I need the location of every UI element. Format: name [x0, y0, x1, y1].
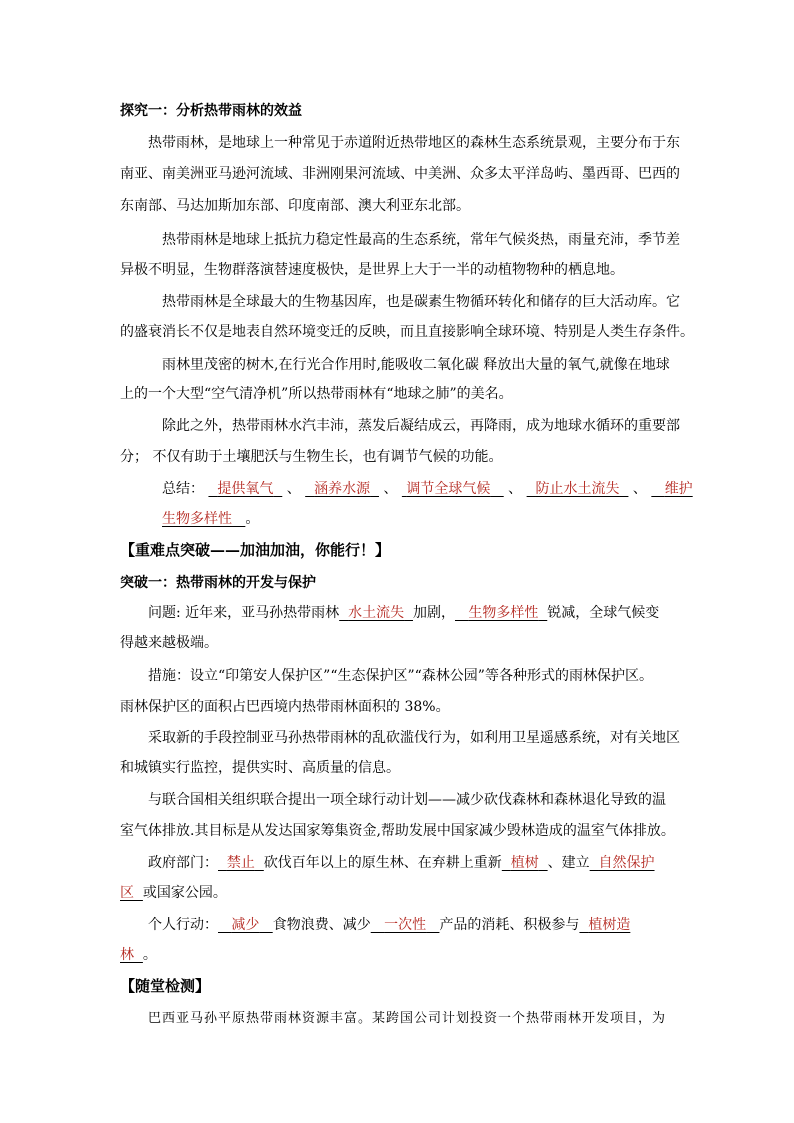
separator: 、 [508, 481, 523, 497]
paragraph-line: 雨林里茂密的树木,在行光合作用时,能吸收二氧化碳 释放出大量的氧气,就像在地球 [162, 357, 670, 373]
gov-label: 政府部门： [148, 855, 218, 871]
paragraph-line: 与联合国相关组织联合提出一项全球行动计划——减少砍伐森林和森林退化导致的温 [148, 792, 666, 808]
answer-blank: 调节全球气候 [406, 481, 491, 497]
government-line-2 [120, 883, 227, 903]
paragraph-line: 采取新的手段控制亚马孙热带雨林的乱砍滥伐行为，如利用卫星遥感系统，对有关地区 [148, 730, 680, 746]
answer-blank: 林 [120, 947, 134, 963]
section2-subtitle: 突破一：热带雨林的开发与保护 [120, 575, 316, 591]
answer-blank: 区 [120, 885, 134, 901]
paragraph-line: 除此之外，热带雨林水汽丰沛，蒸发后凝结成云，再降雨，成为地球水循环的重要部 [162, 418, 680, 434]
personal-line [148, 915, 630, 935]
paragraph-line: 室气体排放.其目标是从发达国家筹集资金,帮助发展中国家减少毁林造成的温室气体排放。 [120, 823, 675, 839]
answer-blank: 维护 [664, 481, 693, 497]
problem-label: 问题: 近年来，亚马孙热带雨林 [148, 605, 340, 621]
separator: 、 [286, 481, 301, 497]
answer-blank: 防止水土流失 [535, 481, 620, 497]
paragraph-line: 雨林保护区的面积占巴西境内热带雨林面积的 38%。 [120, 699, 450, 715]
answer-blank: 提供氧气 [217, 481, 274, 497]
summary-end: 。 [245, 511, 260, 527]
problem-text: 锐减，全球气候变 [547, 605, 660, 621]
paragraph-line: 的盛衰消长不仅是地表自然环境变迁的反映，而且直接影响全球环境、特别是人类生存条件。 [120, 324, 694, 340]
gov-text: 或国家公园。 [142, 885, 227, 901]
separator: 、 [632, 481, 647, 497]
paragraph-line: 东南部、马达加斯加东部、印度南部、澳大利亚东北部。 [120, 198, 470, 214]
section3-title: 【随堂检测】 [120, 977, 211, 995]
summary-line [162, 479, 693, 499]
answer-blank: 一次性 [384, 917, 427, 933]
personal-line-2 [120, 945, 157, 965]
answer-blank: 减少 [231, 917, 260, 933]
paragraph-line: 得越来越极端。 [120, 635, 218, 651]
paragraph-line: 热带雨林是全球最大的生物基因库，也是碳素生物循环转化和储存的巨大活动库。它 [162, 294, 680, 310]
paragraph-line: 分； 不仅有助于土壤肥沃与生物生长，也有调节气候的功能。 [120, 449, 503, 465]
answer-blank: 植树 [510, 855, 539, 871]
summary-label: 总结： [162, 481, 204, 497]
personal-label: 个人行动： [148, 917, 218, 933]
answer-blank: 自然保护 [598, 855, 655, 871]
answer-blank: 水土流失 [348, 605, 405, 621]
paragraph-line: 南亚、南美洲亚马逊河流域、非洲刚果河流域、中美洲、众多太平洋岛屿、墨西哥、巴西的 [120, 166, 680, 182]
answer-blank: 涵养水源 [314, 481, 371, 497]
gov-text: 、建立 [547, 855, 590, 871]
separator: 、 [383, 481, 398, 497]
paragraph-line: 和城镇实行监控，提供实时、高质量的信息。 [120, 760, 400, 776]
answer-blank: 植树造 [588, 917, 631, 933]
problem-text: 加剧， [412, 605, 455, 621]
personal-text: 食物浪费、减少 [272, 917, 371, 933]
paragraph-line: 巴西亚马孙平原热带雨林资源丰富。某跨国公司计划投资一个热带雨林开发项目，为 [148, 1011, 667, 1026]
paragraph-line: 异极不明显，生物群落演替速度极快，是世界上大于一半的动植物物种的栖息地。 [120, 262, 624, 278]
answer-blank: 生物多样性 [162, 511, 232, 527]
paragraph-line: 热带雨林，是地球上一种常见于赤道附近热带地区的森林生态系统景观，主要分布于东 [148, 135, 680, 151]
answer-blank: 生物多样性 [468, 605, 539, 621]
problem-line [148, 603, 659, 623]
gov-text: 砍伐百年以上的原生林、在弃耕上重新 [263, 855, 502, 871]
answer-blank: 禁止 [226, 855, 255, 871]
personal-end: 。 [142, 947, 157, 963]
paragraph-line: 措施：设立“印第安人保护区”“生态保护区”“森林公园”等各种形式的雨林保护区。 [148, 668, 653, 684]
government-line [148, 853, 655, 873]
section2-title: 【重难点突破——加油加油，你能行！】 [120, 541, 391, 559]
personal-text: 产品的消耗、积极参与 [439, 917, 580, 933]
summary-line-2 [162, 509, 259, 529]
section1-title: 探究一：分析热带雨林的效益 [120, 103, 302, 119]
paragraph-line: 上的一个大型“空气清净机”所以热带雨林有“地球之肺”的美名。 [120, 386, 513, 402]
paragraph-line: 热带雨林是地球上抵抗力稳定性最高的生态系统，常年气候炎热，雨量充沛，季节差 [162, 232, 680, 248]
